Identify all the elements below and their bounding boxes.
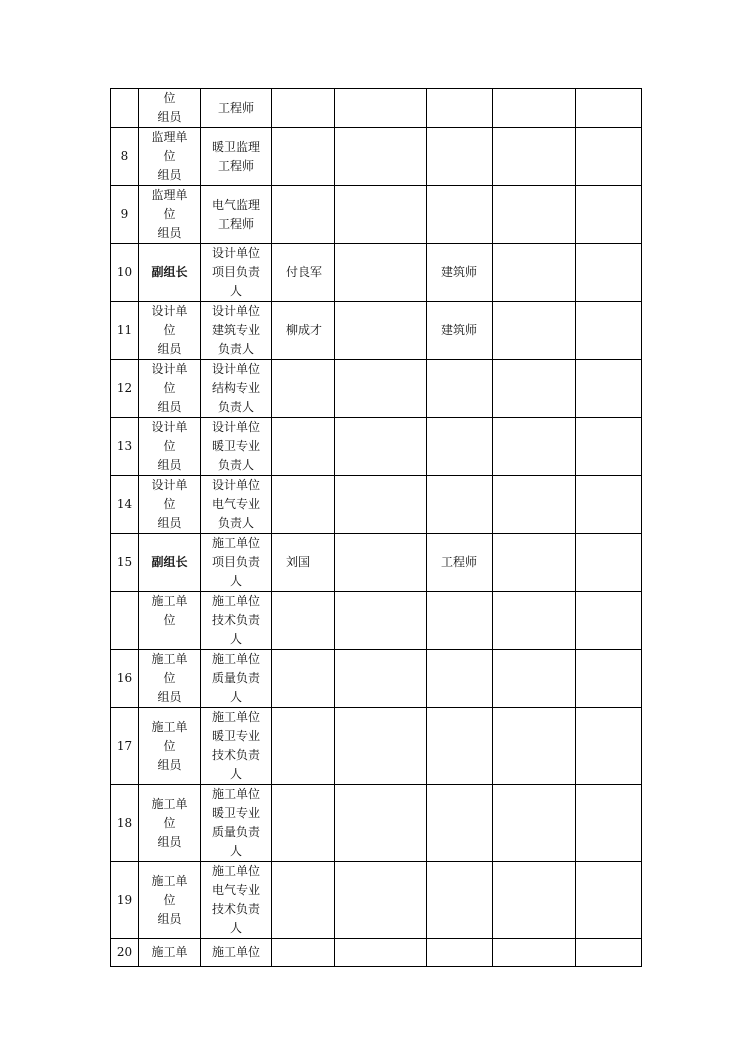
empty-cell <box>576 785 642 862</box>
table-row <box>111 592 642 650</box>
empty-cell <box>576 186 642 244</box>
position-line: 暖卫专业 <box>211 806 260 820</box>
position-line: 施工单位 <box>211 945 260 959</box>
role-cell <box>139 862 201 939</box>
empty-cell <box>335 476 427 534</box>
title-cell <box>427 360 493 418</box>
title-cell <box>427 476 493 534</box>
position-line: 工程师 <box>217 100 254 115</box>
role-line: 位 <box>163 497 176 511</box>
role-line: 监理单 <box>151 188 188 202</box>
name-cell <box>272 650 335 708</box>
name-cell <box>272 939 335 967</box>
personnel-table <box>110 88 642 967</box>
role-cell <box>139 592 201 650</box>
position-line: 施工单位 <box>211 787 260 801</box>
position-cell <box>201 418 272 476</box>
position-cell <box>201 592 272 650</box>
position-line: 人 <box>229 284 242 298</box>
row-number: 15 <box>111 534 139 592</box>
empty-cell <box>493 650 576 708</box>
role-line: 监理单 <box>151 130 188 144</box>
table-row <box>111 186 642 244</box>
role-cell <box>139 708 201 785</box>
position-line: 设计单位 <box>211 362 260 376</box>
table-row <box>111 939 642 967</box>
position-cell <box>201 650 272 708</box>
title-cell: 工程师 <box>427 534 493 592</box>
role-cell <box>139 418 201 476</box>
empty-cell <box>493 360 576 418</box>
role-cell <box>139 186 201 244</box>
position-cell <box>201 708 272 785</box>
empty-cell <box>493 939 576 967</box>
title-cell <box>427 592 493 650</box>
empty-cell <box>335 708 427 785</box>
personnel-table-page <box>110 88 641 967</box>
empty-cell <box>576 534 642 592</box>
position-line: 施工单位 <box>211 594 260 608</box>
role-line: 位 <box>163 207 176 221</box>
empty-cell <box>493 708 576 785</box>
empty-cell <box>576 89 642 128</box>
position-line: 电气专业 <box>211 497 260 511</box>
role-cell <box>139 89 201 128</box>
title-cell <box>427 89 493 128</box>
row-number <box>111 89 139 128</box>
row-number: 8 <box>111 128 139 186</box>
empty-cell <box>493 476 576 534</box>
name-cell: 刘国 <box>272 534 335 592</box>
position-line: 技术负责 <box>211 902 260 916</box>
empty-cell <box>493 785 576 862</box>
position-line: 人 <box>229 921 242 935</box>
position-line: 设计单位 <box>211 478 260 492</box>
position-line: 电气专业 <box>211 883 260 897</box>
empty-cell <box>335 862 427 939</box>
name-cell <box>272 708 335 785</box>
empty-cell <box>576 360 642 418</box>
position-cell <box>201 128 272 186</box>
position-line: 负责人 <box>217 458 254 472</box>
position-cell <box>201 302 272 360</box>
role-line: 副组长 <box>151 555 188 569</box>
position-cell <box>201 862 272 939</box>
role-line: 施工单 <box>151 945 188 959</box>
role-cell <box>139 785 201 862</box>
empty-cell <box>335 302 427 360</box>
table-row <box>111 89 642 128</box>
table-row <box>111 418 642 476</box>
role-cell <box>139 128 201 186</box>
empty-cell <box>335 534 427 592</box>
title-cell <box>427 939 493 967</box>
position-line: 暖卫专业 <box>211 729 260 743</box>
empty-cell <box>335 128 427 186</box>
table-row <box>111 360 642 418</box>
position-cell <box>201 244 272 302</box>
position-line: 暖卫监理 <box>211 139 260 154</box>
name-cell <box>272 360 335 418</box>
role-cell <box>139 939 201 967</box>
role-line: 组员 <box>157 458 182 472</box>
position-line: 设计单位 <box>211 246 260 260</box>
position-cell <box>201 939 272 967</box>
position-cell <box>201 186 272 244</box>
empty-cell <box>493 128 576 186</box>
title-cell <box>427 650 493 708</box>
empty-cell <box>335 418 427 476</box>
row-number: 16 <box>111 650 139 708</box>
empty-cell <box>335 244 427 302</box>
row-number: 13 <box>111 418 139 476</box>
title-cell <box>427 785 493 862</box>
empty-cell <box>493 592 576 650</box>
name-cell <box>272 186 335 244</box>
position-line: 设计单位 <box>211 420 260 434</box>
title-cell <box>427 708 493 785</box>
table-row <box>111 534 642 592</box>
role-line: 组员 <box>157 168 182 182</box>
empty-cell <box>335 592 427 650</box>
position-line: 结构专业 <box>211 381 260 395</box>
empty-cell <box>576 592 642 650</box>
role-line: 位 <box>163 91 176 105</box>
position-line: 人 <box>229 632 242 646</box>
name-cell <box>272 476 335 534</box>
table-row <box>111 302 642 360</box>
name-cell <box>272 785 335 862</box>
role-line: 位 <box>163 738 176 753</box>
role-cell <box>139 476 201 534</box>
table-row <box>111 708 642 785</box>
row-number: 9 <box>111 186 139 244</box>
role-line: 组员 <box>157 342 182 356</box>
role-cell <box>139 650 201 708</box>
empty-cell <box>335 650 427 708</box>
title-cell <box>427 862 493 939</box>
position-line: 施工单位 <box>211 536 260 550</box>
title-cell <box>427 128 493 186</box>
role-line: 设计单 <box>151 362 188 376</box>
role-line: 设计单 <box>151 478 188 492</box>
role-line: 位 <box>163 815 176 830</box>
role-line: 位 <box>163 323 176 337</box>
role-line: 位 <box>163 671 176 685</box>
empty-cell <box>493 89 576 128</box>
position-cell <box>201 89 272 128</box>
empty-cell <box>576 939 642 967</box>
name-cell: 付良军 <box>272 244 335 302</box>
position-cell <box>201 785 272 862</box>
position-line: 负责人 <box>217 516 254 530</box>
row-number <box>111 592 139 650</box>
empty-cell <box>335 89 427 128</box>
position-line: 技术负责 <box>211 613 260 627</box>
row-number: 14 <box>111 476 139 534</box>
position-line: 工程师 <box>217 216 254 231</box>
position-line: 负责人 <box>217 342 254 356</box>
row-number: 17 <box>111 708 139 785</box>
position-line: 建筑专业 <box>211 323 260 337</box>
role-cell <box>139 534 201 592</box>
role-line: 组员 <box>157 911 182 926</box>
row-number: 18 <box>111 785 139 862</box>
position-cell <box>201 534 272 592</box>
table-row <box>111 785 642 862</box>
position-line: 工程师 <box>217 158 254 173</box>
role-line: 组员 <box>157 516 182 530</box>
role-cell <box>139 244 201 302</box>
position-line: 暖卫专业 <box>211 439 260 453</box>
empty-cell <box>576 418 642 476</box>
title-cell <box>427 186 493 244</box>
role-line: 位 <box>163 381 176 395</box>
role-line: 施工单 <box>151 652 188 666</box>
empty-cell <box>493 862 576 939</box>
row-number: 12 <box>111 360 139 418</box>
role-line: 组员 <box>157 690 182 704</box>
name-cell <box>272 862 335 939</box>
position-line: 电气监理 <box>211 197 260 212</box>
empty-cell <box>493 418 576 476</box>
role-cell <box>139 302 201 360</box>
role-line: 施工单 <box>151 873 188 888</box>
role-line: 组员 <box>157 834 182 849</box>
role-line: 位 <box>163 439 176 453</box>
position-line: 施工单位 <box>211 710 260 724</box>
empty-cell <box>576 708 642 785</box>
title-cell <box>427 418 493 476</box>
position-line: 人 <box>229 844 242 858</box>
empty-cell <box>576 244 642 302</box>
role-line: 组员 <box>157 226 182 240</box>
role-line: 位 <box>163 613 176 627</box>
position-line: 技术负责 <box>211 748 260 762</box>
role-line: 副组长 <box>151 265 188 279</box>
role-line: 设计单 <box>151 420 188 434</box>
role-line: 组员 <box>157 757 182 772</box>
role-line: 施工单 <box>151 719 188 734</box>
empty-cell <box>576 476 642 534</box>
table-row <box>111 650 642 708</box>
title-cell: 建筑师 <box>427 244 493 302</box>
table-row <box>111 128 642 186</box>
row-number: 11 <box>111 302 139 360</box>
position-line: 项目负责 <box>211 265 260 279</box>
position-line: 质量负责 <box>211 671 260 685</box>
row-number: 20 <box>111 939 139 967</box>
position-line: 人 <box>229 690 242 704</box>
empty-cell <box>335 939 427 967</box>
empty-cell <box>493 302 576 360</box>
role-line: 施工单 <box>151 796 188 811</box>
role-line: 设计单 <box>151 304 188 318</box>
row-number: 10 <box>111 244 139 302</box>
empty-cell <box>576 650 642 708</box>
role-line: 位 <box>163 149 176 163</box>
role-line: 组员 <box>157 400 182 414</box>
position-line: 负责人 <box>217 400 254 414</box>
row-number: 19 <box>111 862 139 939</box>
empty-cell <box>493 534 576 592</box>
table-body <box>111 89 642 967</box>
table-row <box>111 244 642 302</box>
position-line: 施工单位 <box>211 652 260 666</box>
name-cell <box>272 89 335 128</box>
title-cell: 建筑师 <box>427 302 493 360</box>
position-line: 人 <box>229 574 242 588</box>
table-row <box>111 476 642 534</box>
empty-cell <box>576 862 642 939</box>
position-cell <box>201 360 272 418</box>
empty-cell <box>576 302 642 360</box>
role-line: 组员 <box>157 110 182 124</box>
name-cell <box>272 128 335 186</box>
name-cell <box>272 592 335 650</box>
empty-cell <box>335 785 427 862</box>
position-line: 施工单位 <box>211 864 260 878</box>
name-cell <box>272 418 335 476</box>
position-line: 项目负责 <box>211 555 260 569</box>
empty-cell <box>335 186 427 244</box>
position-line: 人 <box>229 767 242 781</box>
empty-cell <box>576 128 642 186</box>
name-cell: 柳成才 <box>272 302 335 360</box>
empty-cell <box>493 244 576 302</box>
role-cell <box>139 360 201 418</box>
position-line: 设计单位 <box>211 304 260 318</box>
empty-cell <box>335 360 427 418</box>
role-line: 施工单 <box>151 594 188 608</box>
empty-cell <box>493 186 576 244</box>
position-line: 质量负责 <box>211 825 260 839</box>
role-line: 位 <box>163 892 176 907</box>
table-row <box>111 862 642 939</box>
position-cell <box>201 476 272 534</box>
